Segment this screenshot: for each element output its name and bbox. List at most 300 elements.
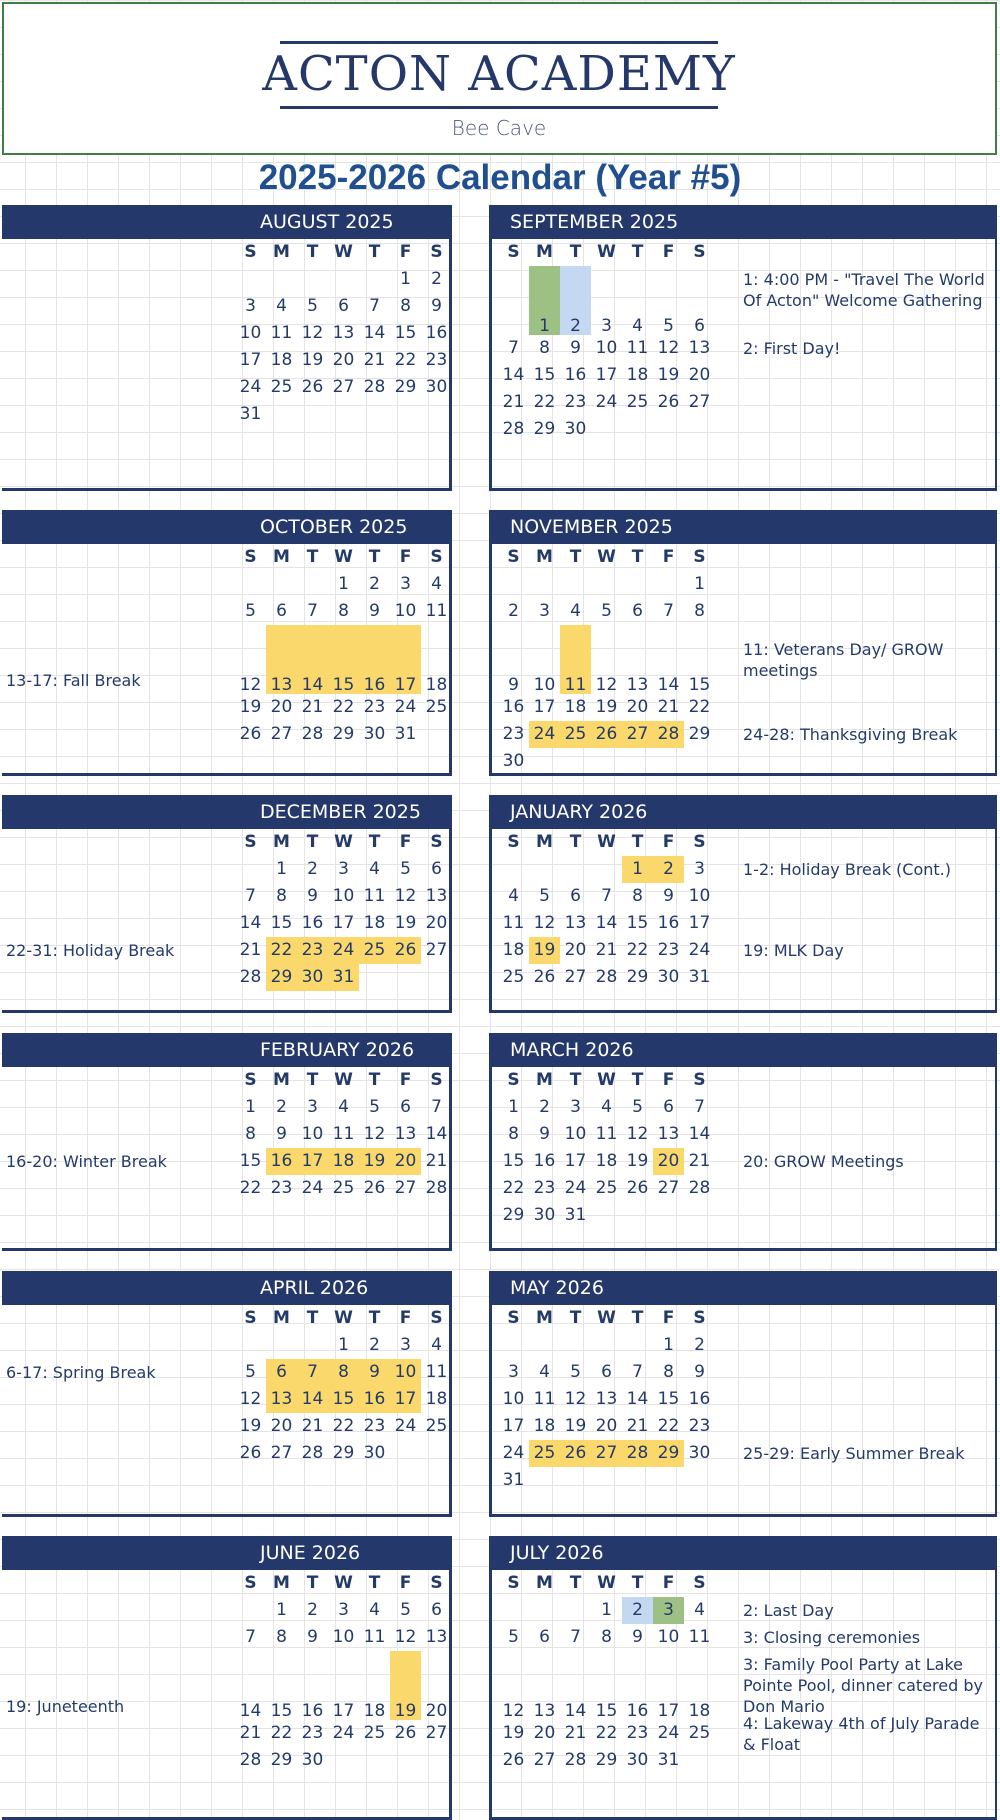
- day-cell: 6: [431, 1600, 442, 1620]
- weekday-header: S: [507, 1070, 520, 1090]
- month-panel-oct-2025: [2, 510, 452, 776]
- event-note: 24-28: Thanksgiving Break: [743, 725, 958, 744]
- month-panel-aug-2025: [2, 205, 452, 491]
- day-cell: 3: [400, 574, 411, 594]
- day-cell: 4: [539, 1362, 550, 1382]
- day-cell: 19: [390, 1651, 421, 1720]
- event-note: 13-17: Fall Break: [6, 671, 141, 690]
- weekday-header: T: [306, 1070, 319, 1090]
- weekday-header: S: [507, 1573, 520, 1593]
- month-title: APRIL 2026: [2, 1271, 449, 1305]
- day-cell: 4: [632, 316, 643, 336]
- day-cell: 13: [394, 1124, 417, 1144]
- day-cell: 20: [533, 1723, 556, 1743]
- logo-rule-top: [280, 41, 718, 44]
- day-cell: 11: [502, 913, 525, 933]
- day-cell: 22: [332, 1416, 355, 1436]
- weekday-header: F: [399, 242, 412, 262]
- day-cell: 27: [591, 1440, 622, 1467]
- day-cell: 14: [297, 625, 328, 694]
- day-cell: 17: [688, 913, 711, 933]
- day-cell: 6: [632, 601, 643, 621]
- day-cell: 19: [529, 937, 560, 964]
- day-cell: 31: [657, 1750, 680, 1770]
- day-cell: 26: [560, 1440, 591, 1467]
- day-cell: 29: [270, 1750, 293, 1770]
- day-cell: 13: [626, 675, 649, 695]
- day-cell: 9: [694, 1362, 705, 1382]
- day-cell: 10: [533, 675, 556, 695]
- day-cell: 18: [626, 365, 649, 385]
- day-cell: 18: [564, 697, 587, 717]
- weekday-header: T: [306, 1308, 319, 1328]
- month-title: FEBRUARY 2026: [2, 1033, 449, 1067]
- day-cell: 25: [560, 721, 591, 748]
- day-cell: 23: [363, 1416, 386, 1436]
- day-cell: 31: [394, 724, 417, 744]
- day-cell: 10: [301, 1124, 324, 1144]
- day-cell: 3: [570, 1097, 581, 1117]
- day-cell: 27: [425, 1723, 448, 1743]
- weekday-header: T: [306, 1573, 319, 1593]
- day-cell: 26: [363, 1178, 386, 1198]
- day-cell: 14: [688, 1124, 711, 1144]
- day-cell: 15: [270, 913, 293, 933]
- day-cell: 6: [338, 296, 349, 316]
- day-cell: 20: [564, 940, 587, 960]
- day-cell: 7: [632, 1362, 643, 1382]
- day-cell: 23: [533, 1178, 556, 1198]
- day-cell: 30: [425, 377, 448, 397]
- day-cell: 7: [663, 601, 674, 621]
- weekday-header: W: [334, 547, 353, 567]
- month-panel-mar-2026: [489, 1033, 997, 1251]
- day-cell: 7: [570, 1627, 581, 1647]
- day-cell: 26: [657, 392, 680, 412]
- weekday-header: S: [693, 1573, 706, 1593]
- weekday-header: M: [536, 1573, 553, 1593]
- day-cell: 21: [301, 1416, 324, 1436]
- month-title: JANUARY 2026: [492, 795, 997, 829]
- day-cell: 12: [502, 1701, 525, 1721]
- day-cell: 2: [560, 266, 591, 335]
- day-cell: 14: [297, 1386, 328, 1413]
- month-panel-jul-2026: [489, 1536, 997, 1820]
- day-cell: 20: [653, 1148, 684, 1175]
- day-cell: 27: [688, 392, 711, 412]
- day-cell: 3: [601, 316, 612, 336]
- weekday-header: S: [244, 832, 257, 852]
- day-cell: 8: [400, 296, 411, 316]
- day-cell: 17: [502, 1416, 525, 1436]
- day-cell: 14: [657, 675, 680, 695]
- day-cell: 15: [657, 1389, 680, 1409]
- day-cell: 26: [533, 967, 556, 987]
- day-cell: 11: [688, 1627, 711, 1647]
- month-title: JULY 2026: [492, 1536, 997, 1570]
- day-cell: 24: [657, 1723, 680, 1743]
- day-cell: 15: [533, 365, 556, 385]
- day-cell: 8: [663, 1362, 674, 1382]
- weekday-header: W: [597, 1070, 616, 1090]
- day-cell: 8: [338, 601, 349, 621]
- weekday-header: S: [430, 1573, 443, 1593]
- weekday-header: F: [399, 547, 412, 567]
- day-cell: 17: [657, 1701, 680, 1721]
- day-cell: 26: [301, 377, 324, 397]
- weekday-header: S: [244, 1573, 257, 1593]
- weekday-header: W: [334, 1573, 353, 1593]
- weekday-header: M: [273, 1070, 290, 1090]
- day-cell: 1: [400, 269, 411, 289]
- day-cell: 26: [502, 1750, 525, 1770]
- weekday-header: S: [430, 832, 443, 852]
- month-title: JUNE 2026: [2, 1536, 449, 1570]
- day-cell: 14: [626, 1389, 649, 1409]
- day-cell: 19: [657, 365, 680, 385]
- day-cell: 23: [657, 940, 680, 960]
- weekday-header: M: [536, 242, 553, 262]
- day-cell: 1: [276, 859, 287, 879]
- day-cell: 1: [276, 1600, 287, 1620]
- day-cell: 20: [425, 913, 448, 933]
- day-cell: 2: [508, 601, 519, 621]
- day-cell: 17: [595, 365, 618, 385]
- day-cell: 27: [425, 940, 448, 960]
- day-cell: 29: [595, 1750, 618, 1770]
- day-cell: 20: [270, 697, 293, 717]
- day-cell: 23: [270, 1178, 293, 1198]
- event-note: 1: 4:00 PM - "Travel The World Of Acton" Welcome Gathering: [743, 270, 985, 310]
- day-cell: 7: [694, 1097, 705, 1117]
- weekday-header: M: [536, 547, 553, 567]
- day-cell: 25: [332, 1178, 355, 1198]
- day-cell: 11: [363, 1627, 386, 1647]
- event-note: 3: Family Pool Party at Lake Pointe Pool, dinner catered by Don Mario: [743, 1655, 983, 1716]
- day-cell: 8: [694, 601, 705, 621]
- day-cell: 7: [307, 601, 318, 621]
- day-cell: 11: [533, 1389, 556, 1409]
- day-cell: 2: [431, 269, 442, 289]
- event-note: 2: First Day!: [743, 339, 841, 358]
- day-cell: 17: [564, 1151, 587, 1171]
- day-cell: 22: [270, 1723, 293, 1743]
- month-panel-feb-2026: [2, 1033, 452, 1251]
- day-cell: 8: [276, 886, 287, 906]
- day-cell: 24: [332, 1723, 355, 1743]
- day-cell: 13: [266, 625, 297, 694]
- day-cell: 21: [502, 392, 525, 412]
- day-cell: 1: [338, 1335, 349, 1355]
- day-cell: 28: [363, 377, 386, 397]
- month-title: MAY 2026: [492, 1271, 997, 1305]
- day-cell: 19: [239, 1416, 262, 1436]
- day-cell: 16: [502, 697, 525, 717]
- day-cell: 18: [595, 1151, 618, 1171]
- day-cell: 25: [529, 1440, 560, 1467]
- day-cell: 12: [239, 675, 262, 695]
- day-cell: 19: [394, 913, 417, 933]
- day-cell: 2: [369, 1335, 380, 1355]
- day-cell: 22: [533, 392, 556, 412]
- day-cell: 5: [400, 859, 411, 879]
- day-cell: 12: [363, 1124, 386, 1144]
- day-cell: 28: [239, 1750, 262, 1770]
- weekday-header: W: [334, 832, 353, 852]
- day-cell: 29: [266, 964, 297, 991]
- day-cell: 13: [564, 913, 587, 933]
- day-cell: 5: [245, 1362, 256, 1382]
- day-cell: 7: [601, 886, 612, 906]
- day-cell: 9: [369, 601, 380, 621]
- day-cell: 3: [694, 859, 705, 879]
- day-cell: 18: [270, 350, 293, 370]
- day-cell: 6: [400, 1097, 411, 1117]
- day-cell: 3: [307, 1097, 318, 1117]
- weekday-header: W: [597, 242, 616, 262]
- day-cell: 27: [270, 1443, 293, 1463]
- day-cell: 15: [688, 675, 711, 695]
- day-cell: 28: [425, 1178, 448, 1198]
- day-cell: 16: [266, 1148, 297, 1175]
- day-cell: 13: [425, 886, 448, 906]
- weekday-header: S: [244, 547, 257, 567]
- day-cell: 12: [626, 1124, 649, 1144]
- day-cell: 24: [595, 392, 618, 412]
- day-cell: 9: [508, 675, 519, 695]
- day-cell: 8: [508, 1124, 519, 1144]
- day-cell: 30: [502, 751, 525, 771]
- month-title: AUGUST 2025: [2, 205, 449, 239]
- weekday-header: T: [306, 832, 319, 852]
- day-cell: 5: [632, 1097, 643, 1117]
- weekday-header: M: [536, 1308, 553, 1328]
- day-cell: 17: [533, 697, 556, 717]
- weekday-header: S: [693, 1308, 706, 1328]
- day-cell: 4: [431, 1335, 442, 1355]
- day-cell: 3: [653, 1597, 684, 1624]
- day-cell: 10: [657, 1627, 680, 1647]
- weekday-header: T: [306, 242, 319, 262]
- day-cell: 23: [301, 1723, 324, 1743]
- day-cell: 5: [508, 1627, 519, 1647]
- day-cell: 2: [653, 856, 684, 883]
- weekday-header: S: [244, 242, 257, 262]
- weekday-header: F: [399, 1308, 412, 1328]
- weekday-header: F: [662, 832, 675, 852]
- day-cell: 10: [564, 1124, 587, 1144]
- day-cell: 5: [539, 886, 550, 906]
- event-note: 2: Last Day: [743, 1601, 834, 1620]
- day-cell: 9: [632, 1627, 643, 1647]
- day-cell: 30: [626, 1750, 649, 1770]
- day-cell: 28: [595, 967, 618, 987]
- weekday-header: S: [507, 832, 520, 852]
- day-cell: 13: [657, 1124, 680, 1144]
- day-cell: 16: [688, 1389, 711, 1409]
- weekday-header: T: [569, 1308, 582, 1328]
- day-cell: 23: [502, 724, 525, 744]
- day-cell: 5: [369, 1097, 380, 1117]
- day-cell: 15: [626, 913, 649, 933]
- day-cell: 1: [245, 1097, 256, 1117]
- day-cell: 1: [663, 1335, 674, 1355]
- day-cell: 6: [570, 886, 581, 906]
- day-cell: 24: [394, 697, 417, 717]
- day-cell: 10: [332, 1627, 355, 1647]
- day-cell: 4: [369, 1600, 380, 1620]
- day-cell: 11: [425, 1362, 448, 1382]
- day-cell: 1: [338, 574, 349, 594]
- day-cell: 15: [595, 1701, 618, 1721]
- month-panel-nov-2025: [489, 510, 997, 776]
- day-cell: 19: [359, 1148, 390, 1175]
- day-cell: 11: [560, 625, 591, 694]
- day-cell: 28: [239, 967, 262, 987]
- day-cell: 29: [332, 724, 355, 744]
- day-cell: 15: [328, 1386, 359, 1413]
- event-note: 1-2: Holiday Break (Cont.): [743, 860, 951, 879]
- day-cell: 4: [694, 1600, 705, 1620]
- day-cell: 1: [508, 1097, 519, 1117]
- day-cell: 27: [394, 1178, 417, 1198]
- day-cell: 23: [363, 697, 386, 717]
- day-cell: 20: [390, 1148, 421, 1175]
- day-cell: 20: [595, 1416, 618, 1436]
- day-cell: 19: [301, 350, 324, 370]
- day-cell: 14: [425, 1124, 448, 1144]
- day-cell: 24: [394, 1416, 417, 1436]
- weekday-header: T: [368, 832, 381, 852]
- weekday-header: S: [244, 1070, 257, 1090]
- month-panel-jun-2026: [2, 1536, 452, 1820]
- day-cell: 10: [595, 338, 618, 358]
- day-cell: 18: [425, 675, 448, 695]
- day-cell: 12: [394, 1627, 417, 1647]
- event-note: 16-20: Winter Break: [6, 1152, 167, 1171]
- weekday-header: T: [631, 1070, 644, 1090]
- day-cell: 5: [307, 296, 318, 316]
- day-cell: 14: [564, 1701, 587, 1721]
- day-cell: 1: [529, 266, 560, 335]
- weekday-header: F: [662, 547, 675, 567]
- day-cell: 16: [301, 1701, 324, 1721]
- day-cell: 13: [533, 1701, 556, 1721]
- day-cell: 11: [270, 323, 293, 343]
- day-cell: 24: [301, 1178, 324, 1198]
- month-title: SEPTEMBER 2025: [492, 205, 997, 239]
- day-cell: 28: [502, 419, 525, 439]
- day-cell: 1: [601, 1600, 612, 1620]
- day-cell: 18: [688, 1701, 711, 1721]
- day-cell: 21: [595, 940, 618, 960]
- day-cell: 20: [626, 697, 649, 717]
- day-cell: 10: [688, 886, 711, 906]
- day-cell: 11: [332, 1124, 355, 1144]
- day-cell: 25: [425, 1416, 448, 1436]
- month-panel-sep-2025: [489, 205, 997, 491]
- day-cell: 18: [425, 1389, 448, 1409]
- day-cell: 24: [502, 1443, 525, 1463]
- day-cell: 1: [622, 856, 653, 883]
- weekday-header: S: [693, 242, 706, 262]
- weekday-header: F: [399, 1070, 412, 1090]
- event-note: 6-17: Spring Break: [6, 1363, 156, 1382]
- day-cell: 27: [622, 721, 653, 748]
- day-cell: 30: [533, 1205, 556, 1225]
- weekday-header: T: [631, 242, 644, 262]
- day-cell: 26: [626, 1178, 649, 1198]
- day-cell: 24: [688, 940, 711, 960]
- day-cell: 12: [533, 913, 556, 933]
- day-cell: 17: [332, 1701, 355, 1721]
- day-cell: 29: [688, 724, 711, 744]
- day-cell: 15: [328, 625, 359, 694]
- day-cell: 3: [338, 859, 349, 879]
- day-cell: 2: [307, 1600, 318, 1620]
- month-title: NOVEMBER 2025: [492, 510, 997, 544]
- day-cell: 28: [653, 721, 684, 748]
- weekday-header: T: [631, 832, 644, 852]
- day-cell: 28: [622, 1440, 653, 1467]
- weekday-header: M: [273, 242, 290, 262]
- weekday-header: F: [662, 242, 675, 262]
- weekday-header: F: [399, 832, 412, 852]
- day-cell: 2: [307, 859, 318, 879]
- logo-subtitle: Bee Cave: [451, 116, 547, 140]
- weekday-header: S: [507, 1308, 520, 1328]
- day-cell: 30: [657, 967, 680, 987]
- day-cell: 9: [359, 1359, 390, 1386]
- day-cell: 16: [626, 1701, 649, 1721]
- weekday-header: M: [536, 832, 553, 852]
- day-cell: 30: [297, 964, 328, 991]
- day-cell: 17: [297, 1148, 328, 1175]
- weekday-header: T: [569, 1573, 582, 1593]
- day-cell: 19: [564, 1416, 587, 1436]
- weekday-header: S: [507, 242, 520, 262]
- weekday-header: T: [368, 242, 381, 262]
- day-cell: 22: [394, 350, 417, 370]
- weekday-header: T: [368, 1308, 381, 1328]
- day-cell: 7: [508, 338, 519, 358]
- day-cell: 14: [595, 913, 618, 933]
- day-cell: 31: [239, 404, 262, 424]
- day-cell: 29: [394, 377, 417, 397]
- day-cell: 5: [400, 1600, 411, 1620]
- weekday-header: S: [693, 547, 706, 567]
- day-cell: 8: [245, 1124, 256, 1144]
- day-cell: 25: [688, 1723, 711, 1743]
- day-cell: 25: [626, 392, 649, 412]
- weekday-header: S: [430, 1308, 443, 1328]
- day-cell: 5: [245, 601, 256, 621]
- day-cell: 20: [688, 365, 711, 385]
- month-panel-dec-2025: [2, 795, 452, 1013]
- page-title: 2025-2026 Calendar (Year #5): [258, 158, 742, 197]
- day-cell: 30: [363, 1443, 386, 1463]
- day-cell: 7: [245, 1627, 256, 1647]
- day-cell: 22: [688, 697, 711, 717]
- day-cell: 23: [564, 392, 587, 412]
- day-cell: 2: [276, 1097, 287, 1117]
- day-cell: 30: [564, 419, 587, 439]
- weekday-header: S: [430, 242, 443, 262]
- day-cell: 6: [431, 859, 442, 879]
- day-cell: 11: [626, 338, 649, 358]
- day-cell: 5: [570, 1362, 581, 1382]
- day-cell: 21: [363, 350, 386, 370]
